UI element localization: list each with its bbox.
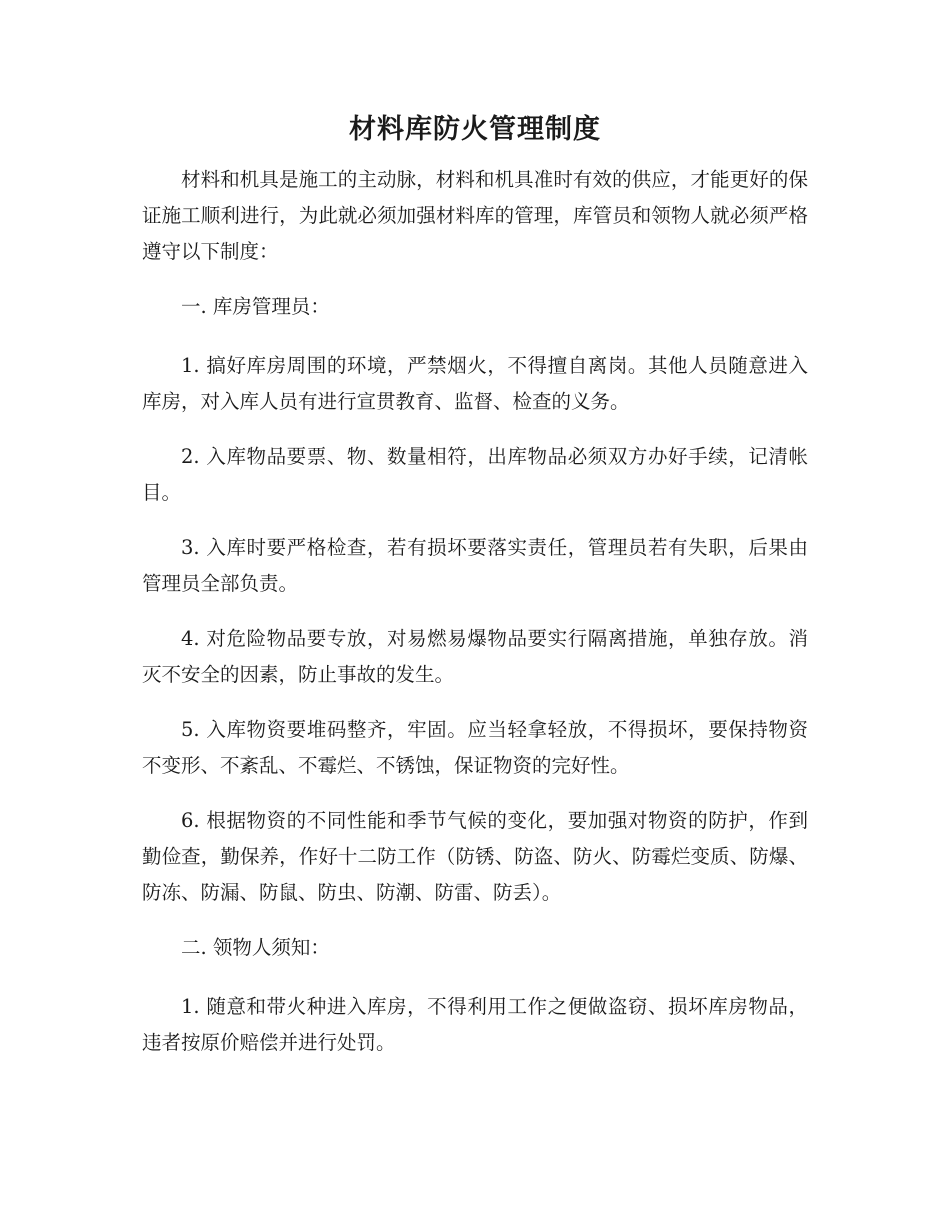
receiver-rule-1: 1. 随意和带火种进入库房，不得利用工作之便做盗窃、损坏库房物品，违者按原价赔偿并进行处罚。 [142, 995, 808, 1054]
section-heading-receiver: 二. 领物人须知： [181, 936, 330, 959]
section-heading-keeper: 一. 库房管理员： [181, 295, 330, 318]
keeper-rule-5: 5. 入库物资要堆码整齐，牢固。应当轻拿轻放，不得损坏，要保持物资不变形、不紊乱、不霉烂、不锈蚀，保证物资的完好性。 [142, 718, 808, 777]
intro-paragraph: 材料和机具是施工的主动脉，材料和机具准时有效的供应，才能更好的保证施工顺利进行，为此就必须加强材料库的管理，库管员和领物人就必须严格遵守以下制度： [142, 168, 808, 263]
keeper-rule-6: 6. 根据物资的不同性能和季节气候的变化，要加强对物资的防护，作到勤俭查，勤保养，作好十二防工作（防锈、防盗、防火、防霉烂变质、防爆、防冻、防漏、防鼠、防虫、防潮、防雷、防丢）。 [142, 809, 808, 904]
keeper-rule-3: 3. 入库时要严格检查，若有损坏要落实责任，管理员若有失职，后果由管理员全部负责。 [142, 536, 808, 595]
keeper-rule-1: 1. 搞好库房周围的环境，严禁烟火，不得擅自离岗。其他人员随意进入库房，对入库人员有进行宣贯教育、监督、检查的义务。 [142, 354, 808, 413]
document-body [142, 162, 808, 1080]
keeper-rule-4: 4. 对危险物品要专放，对易燃易爆物品要实行隔离措施，单独存放。消灭不安全的因素，防止事故的发生。 [142, 627, 808, 686]
keeper-rule-2: 2. 入库物品要票、物、数量相符，出库物品必须双方办好手续，记清帐目。 [142, 445, 808, 504]
document-title: 材料库防火管理制度 [349, 114, 601, 145]
